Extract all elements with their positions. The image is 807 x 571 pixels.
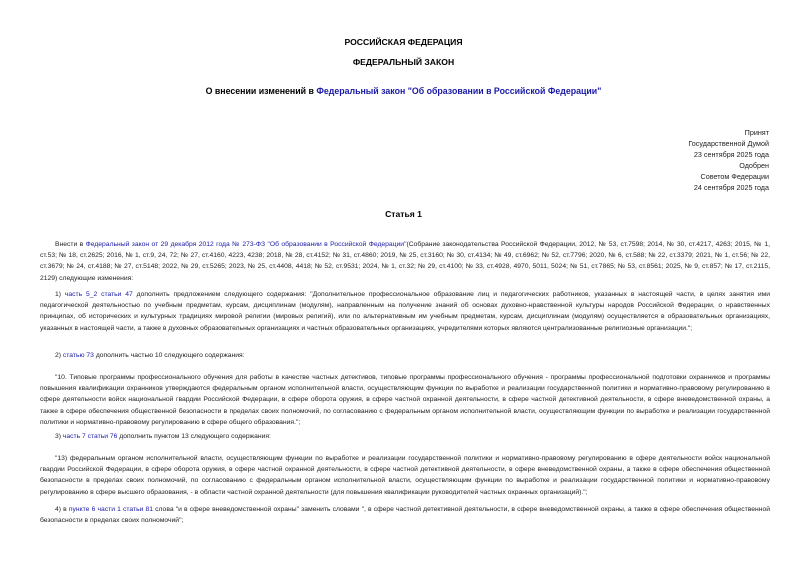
item-number: 4) в — [55, 506, 69, 513]
item-text: дополнить пунктом 13 следующего содержания: — [117, 433, 271, 440]
adoption-line: 23 сентября 2025 года — [693, 150, 769, 159]
item-text: дополнить частью 10 следующего содержания: — [93, 352, 245, 359]
item-number: 2) — [55, 352, 63, 359]
adoption-line: 24 сентября 2025 года — [693, 183, 769, 192]
adoption-line: Советом Федерации — [700, 172, 769, 181]
doc-type-heading: ФЕДЕРАЛЬНЫЙ ЗАКОН — [352, 57, 455, 67]
intro-prefix: Внести в — [55, 241, 86, 248]
item-number: 3) — [55, 433, 63, 440]
law-title-prefix: О внесении изменений в — [205, 86, 317, 96]
adoption-line: Принят — [744, 128, 769, 137]
amendment-item-3 — [40, 431, 770, 442]
amendment-item-4 — [40, 504, 770, 526]
law-title-link[interactable]: Федеральный закон "Об образовании в Российской Федерации" — [316, 86, 602, 96]
intro-paragraph — [40, 239, 770, 284]
item-1-link[interactable]: часть 5_2 статьи 47 — [64, 291, 133, 298]
item-4-link[interactable]: пункте 6 части 1 статьи 81 — [68, 506, 154, 513]
item-3-quote: "13) федеральным органом исполнительной власти, осуществляющим функции по выработке и реализации государственной политики и нормативно-правовому регулированию в сфере деятельности войск национальной гвардии Российской Федерации, в сфере оборота оружия, в сфере частной охранной деятельности, в сфере частной детективной деятельности, в сфере вневедомственной охраны, а также в сфере обеспечения общественной безопасности в пределах своих полномочий, по согласованию с федеральным органом исполнительной власти, осуществляющим функции по выработке и реализации государственной политики и нормативно-правовому регулированию в сфере высшего образования, - в области частной охранной деятельности (для повышения квалификации руководителей частных охранных организаций)."; — [40, 455, 770, 496]
adoption-line: Государственной Думой — [688, 139, 769, 148]
item-2-link[interactable]: статью 73 — [62, 352, 94, 359]
intro-suffix: (Собрание законодательства Российской Федерации, 2012, № 53, ст.7598; 2014, № 30, ст.4217, 4263; 2015, № 1, ст.53; № 18, ст.2625; 2016, № 1, ст.9, 24, 72; № 27, ст.4160, 4223, 4238; 2018, № 28, ст.4152; № 31, ст.4860; 2019, № 25, ст.3160; № 30, ст.4134; № 49, ст.6962; № 52, ст.7796; 2020, № 6, ст.588; № 22, ст.3379; 2021, № 1, ст.56; № 22, ст.3679; № 24, ст.4188; № 27, ст.5148; 2022, № 29, ст.5265; 2023, № 25, ст.4408, 4418; № 52, ст.9531; 2024, № 1, ст.32; № 29, ст.4100; № 33, ст.4928, 4970, 5011, 5024; № 51, ст.7865; № 53, ст.8561; 2025, № 9, ст.857; № 17, ст.2115, 2129) следующие изменения: — [40, 241, 770, 282]
item-text: дополнить предложением следующего содержания: "Дополнительное профессиональное образование лиц и педагогических работников, указанных в настоящей части, в целях занятия ими педагогической деятельностью по учебным предметам, курсам, дисциплинам (модулям), направленным на получение знаний об основах духовно-нравственной культуры народов Российской Федерации, о нравственных принципах, об исторических и культурных традициях мировой религии (мировых религий), или по альтернативным им учебным предметам, курсам, дисциплинам (модулям) осуществляется в образовательных организациях, указанных в настоящей части, а также в духовных образовательных организациях и частных образовательных организациях, учредителями которых являются централизованные религиозные организации."; — [40, 291, 770, 332]
amendment-item-2 — [40, 350, 770, 361]
adoption-block — [688, 127, 769, 193]
country-heading: РОССИЙСКАЯ ФЕДЕРАЦИЯ — [344, 37, 463, 47]
item-text: слова "и в сфере вневедомственной охраны" заменить словами ", в сфере частной детективной деятельности, в сфере вневедомственной охраны, а также в сфере обеспечения общественной безопасности в пределах своих полномочий"; — [40, 506, 770, 525]
article-heading: Статья 1 — [385, 209, 422, 219]
intro-law-link[interactable]: Федеральный закон от 29 декабря 2012 года № 273-ФЗ "Об образовании в Российской Федерации" — [85, 241, 407, 248]
adoption-line: Одобрен — [739, 161, 769, 170]
amendment-item-1 — [40, 289, 770, 334]
law-title — [0, 86, 807, 96]
item-number: 1) — [55, 291, 65, 298]
item-2-quote: "10. Типовые программы профессионального обучения для работы в качестве частных детективов, типовые программы профессионального обучения - программы профессиональной подготовки охранников и программы повышения квалификации охранников утверждаются федеральным органом исполнительной власти, осуществляющим функции по выработке и реализации государственной политики и нормативно-правовому регулированию в сфере деятельности войск национальной гвардии Российской Федерации, в сфере оборота оружия, в сфере частной охранной деятельности, в сфере частной детективной деятельности, в сфере вневедомственной охраны, а также в сфере обеспечения общественной безопасности в пределах своих полномочий, по согласованию с федеральным органом исполнительной власти, осуществляющим функции по выработке и реализации государственной политики и нормативно-правовому регулированию в сфере общего образования."; — [40, 374, 770, 426]
item-3-link[interactable]: часть 7 статьи 76 — [62, 433, 118, 440]
